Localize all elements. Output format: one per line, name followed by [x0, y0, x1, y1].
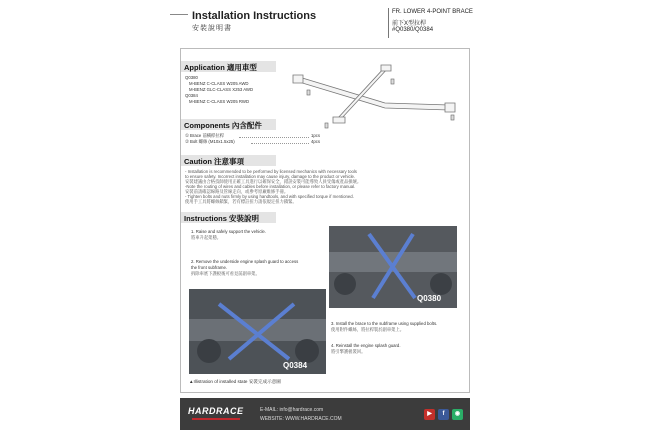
caution-line: to ensure safety. Incorrect installation may cause injury, damage to the product or vehicle.	[185, 174, 356, 179]
step-text: the front subframe.	[191, 265, 228, 270]
caution-line: -Note the routing of wires and cables before installation, or please refer to factory manual.	[185, 184, 356, 189]
logo-accent	[192, 418, 240, 420]
component-item-qty: 1pcs	[311, 133, 321, 138]
step-text-zh: 將車升起架穩。	[191, 235, 222, 240]
hardrace-logo: HARDRACE	[188, 406, 244, 416]
footer-bar	[180, 398, 470, 430]
caution-line: 使用手工具將螺絲鎖緊，若有標註扭力請依規定扭力鎖緊。	[185, 199, 297, 204]
document-subtitle: 安裝說明書	[192, 25, 232, 32]
caution-line: - Tighten bolts and nuts firmly by using handtools, and with specified torque if mentioned.	[185, 194, 354, 199]
component-item-label: ② Bolt 螺絲 (M10x1.5x25)	[185, 139, 235, 144]
component-item-qty: 4pcs	[311, 139, 321, 144]
product-name-zh: 前下X型拉桿	[392, 21, 427, 27]
step-text: 1. Raise and safely support the vehicle.	[191, 229, 267, 234]
application-line: M-BENZ C-CLASS W205 AWD	[189, 81, 249, 86]
step-text-zh: 拆除車底下護板後可看見前副車架。	[191, 271, 260, 276]
step-text: 4. Reinstall the engine splash guard.	[331, 343, 401, 348]
part-number: #Q0380/Q0384	[392, 27, 434, 33]
caution-line: 安裝建議由合格技師使用正確工具進行以確保安全，錯誤安裝可能導致人員受傷或產品損壞。	[185, 179, 362, 184]
instructions-heading: Instructions 安裝說明	[184, 214, 260, 223]
instructions-heading-bar	[181, 212, 276, 223]
installed-photo-right	[329, 226, 457, 308]
header-accent-line	[170, 14, 188, 15]
step-text-zh: 使用附件螺絲，將拉桿裝於副車架上。	[331, 327, 405, 332]
youtube-icon[interactable]: ▶	[424, 409, 435, 420]
caution-line: - Installation is recommended to be performed by licensed mechanics with necessary tools	[185, 169, 357, 174]
document-title: Installation Instructions	[192, 10, 317, 22]
caution-line: 安裝前請確認線路及管線走向，或參考原廠維修手冊。	[185, 189, 289, 194]
installed-photo-left	[189, 289, 326, 374]
content-frame	[180, 48, 470, 393]
footer-website[interactable]: WEBSITE: WWW.HARDRACE.COM	[260, 416, 342, 422]
component-item-label: ① Brace 前橫桿拉桿	[185, 133, 224, 138]
step-text: 2. Remove the underside engine splash guard to access	[191, 259, 299, 264]
application-heading: Application 適用車型	[184, 63, 257, 72]
caution-heading: Caution 注意事項	[184, 157, 244, 166]
application-heading-bar	[181, 61, 276, 72]
instruction-sheet	[170, 0, 473, 430]
leader-dots	[251, 143, 309, 144]
facebook-icon[interactable]: f	[438, 409, 449, 420]
photo-part-code: Q0384	[283, 361, 308, 370]
application-line: M-BENZ C-CLASS W205 RWD	[189, 99, 250, 104]
leader-dots	[239, 137, 309, 138]
product-name: FR. LOWER 4-POINT BRACE	[392, 9, 473, 15]
application-line: M-BENZ GLC-CLASS X253 AWD	[189, 87, 254, 92]
components-heading-bar	[181, 119, 276, 130]
wechat-icon[interactable]: ◉	[452, 409, 463, 420]
header-divider	[388, 8, 389, 38]
components-heading: Components 內含配件	[184, 121, 262, 130]
photo-caption: ▲Illistration of installed state 安裝完成示意圖	[189, 379, 281, 384]
footer-email[interactable]: E-MAIL: info@hardrace.com	[260, 407, 324, 413]
brace-icon	[293, 65, 455, 123]
brace-diagram	[289, 63, 459, 133]
step-text-zh: 將引擎護板裝回。	[331, 349, 366, 354]
application-line: Q0384	[185, 93, 198, 98]
caution-heading-bar	[181, 155, 276, 166]
photo-part-code: Q0380	[417, 294, 442, 303]
step-text: 3. Install the brace to the subframe using supplied bolts.	[331, 321, 438, 326]
application-line: Q0380	[185, 75, 198, 80]
